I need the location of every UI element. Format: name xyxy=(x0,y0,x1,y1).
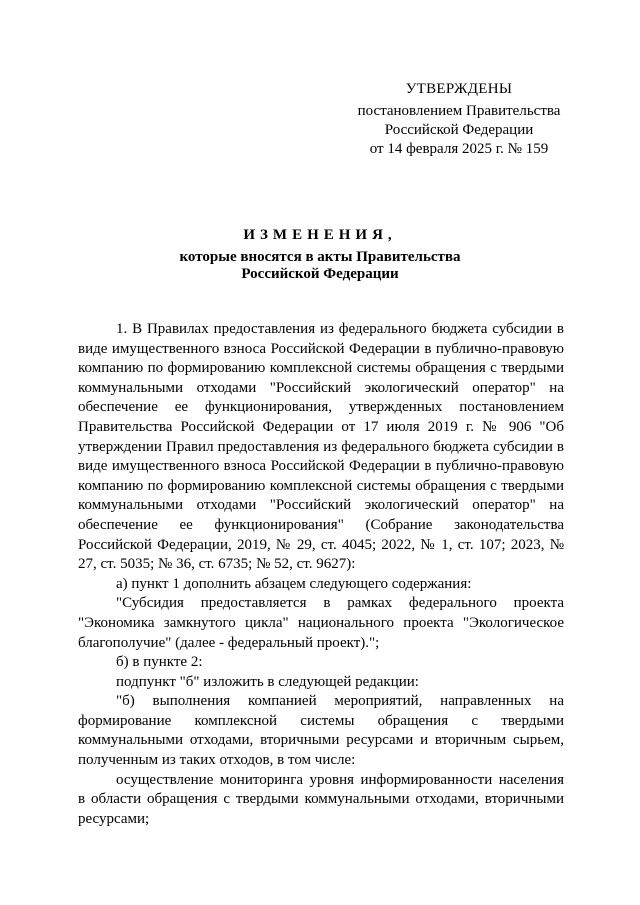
paragraph-7: осуществление мониторинга уровня информированности населения в области обращения с твердыми коммунальными отходами, вторичными ресурсами; xyxy=(78,771,564,827)
approval-line-3: от 14 февраля 2025 г. № 159 xyxy=(369,141,549,157)
approval-line-2: Российской Федерации xyxy=(384,122,534,138)
document-heading xyxy=(0,226,640,283)
document-body xyxy=(78,320,564,829)
paragraph-6: "б) выполнения компанией мероприятий, направленных на формирование комплексной системы обращения с твердыми коммунальными отходами, вторичными ресурсами и вторичным сырьем, полученным из таких отходов, в том числе: xyxy=(78,693,564,769)
approval-line-1: постановлением Правительства xyxy=(357,103,561,119)
paragraph-4: б) в пункте 2: xyxy=(116,654,203,671)
document-title: ИЗМЕНЕНИЯ, xyxy=(243,227,397,243)
approval-block xyxy=(330,80,588,159)
paragraph-1: 1. В Правилах предоставления из федерального бюджета субсидии в виде имущественного взноса Российской Федерации в публично-правовую компанию по формированию комплексной системы обращения с твердыми коммунальными отходами "Российский экологический оператор" на обеспечение ее функционирования, утвержденных постановлением Правительства Российской Федерации от 17 июля 2019 г. № 906 "Об утверждении Правил предоставления из федерального бюджета субсидии в виде имущественного взноса Российской Федерации в публично-правовую компанию по формированию комплексной системы обращения с твердыми коммунальными отходами "Российский экологический оператор" на обеспечение ее функционирования" (Собрание законодательства Российской Федерации, 2019, № 29, ст. 4045; 2022, № 1, ст. 107; 2023, № 27, ст. 5035; № 36, ст. 6735; № 52, ст. 9627): xyxy=(78,321,564,573)
approval-title: УТВЕРЖДЕНЫ xyxy=(405,81,513,97)
paragraph-2: а) пункт 1 дополнить абзацем следующего содержания: xyxy=(116,575,472,592)
document-subtitle-line-2: Российской Федерации xyxy=(241,266,399,282)
document-subtitle-line-1: которые вносятся в акты Правительства xyxy=(179,249,461,265)
paragraph-3: "Субсидия предоставляется в рамках федерального проекта "Экономика замкнутого цикла" национального проекта "Экологическое благополучие" (далее - федеральный проект)."; xyxy=(78,595,564,651)
paragraph-5: подпункт "б" изложить в следующей редакции: xyxy=(116,673,419,690)
